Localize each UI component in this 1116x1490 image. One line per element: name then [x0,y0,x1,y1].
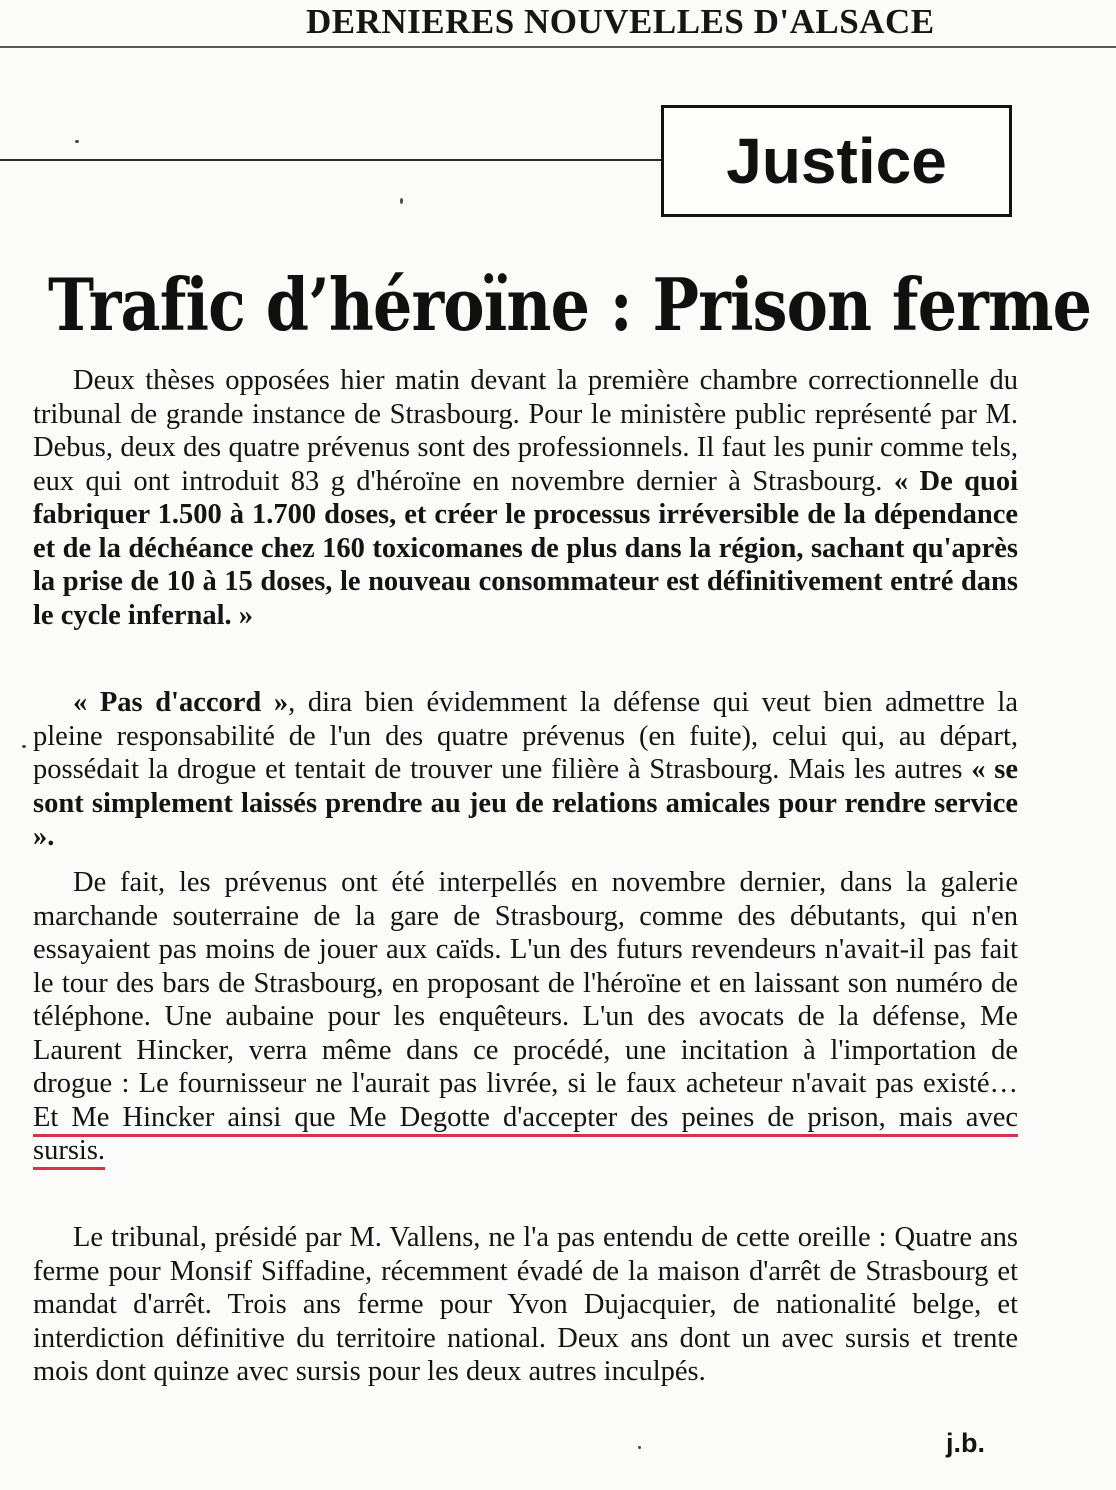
print-speck [400,198,403,204]
section-rubric-box [661,105,1012,217]
paragraph-2-quote-2: « se sont simplement laissés prendre au jeu de relations amicales pour rendre service ». [33,754,1018,852]
underlined-passage: Et Me Hincker ainsi que Me Degotte d'accepter des peines de prison, mais avec sursis. [33,1102,1018,1171]
article-headline: Trafic d’héroïne : Prison ferme [48,262,1092,347]
article-paragraph-1 [33,364,1018,632]
section-rubric-label: Justice [726,125,947,197]
paragraph-2-text: , dira bien évidemment la défense qui veut bien admettre la pleine responsabilité de l'un des quatre prévenus (en fuite), celui qui, au départ, possédait la drogue et tentait de trouver une filière à Strasbourg. Mais les autres [33,687,1018,785]
article-paragraph-3 [33,866,1018,1168]
author-signature: j.b. [946,1428,985,1458]
paragraph-4-text: Le tribunal, présidé par M. Vallens, ne l'a pas entendu de cette oreille : Quatre ans ferme pour Monsif Siffadine, récemment évadé de la maison d'arrêt de Strasbourg et mandat d'arrêt. Trois ans ferme pour Yvon Dujacquier, de nationalité belge, et interdiction définitive du territoire national. Deux ans dont un avec sursis et trente mois dont quinze avec sursis pour les deux autres inculpés. [33,1222,1018,1387]
print-speck [75,140,79,143]
paragraph-3-text: De fait, les prévenus ont été interpellés en novembre dernier, dans la galerie marchande souterraine de la gare de Strasbourg, comme des débutants, qui n'en essayaient pas moins de jouer aux caïds. L'un des futurs revendeurs n'avait-il pas fait le tour des bars de Strasbourg, en proposant de l'héroïne et en laissant son numéro de téléphone. Une aubaine pour les enquêteurs. L'un des avocats de la défense, Me Laurent Hincker, verra même dans ce procédé, une incitation à l'importation de drogue : Le fournisseur ne l'aurait pas livrée, si le faux acheteur n'avait pas existé… [33,867,1018,1099]
print-speck [638,1446,641,1449]
paragraph-1-text: Deux thèses opposées hier matin devant la première chambre correctionnelle du tribunal de grande instance de Strasbourg. Pour le ministère public représenté par M. Debus, deux des quatre prévenus sont des professionnels. Il faut les punir comme tels, eux qui ont introduit 83 g d'héroïne en novembre dernier à Strasbourg. [33,365,1018,497]
section-rule [0,159,663,161]
top-rule [0,46,1116,48]
print-speck [22,745,26,748]
article-paragraph-2 [33,686,1018,854]
newspaper-masthead: DERNIERES NOUVELLES D'ALSACE [306,2,935,41]
paragraph-2-quote-1: « Pas d'accord » [73,687,289,718]
paragraph-1-quote: « De quoi fabriquer 1.500 à 1.700 doses, et créer le processus irréversible de la dépendance et de la déchéance chez 160 toxicomanes de plus dans la région, sachant qu'après la prise de 10 à 15 doses, le nouveau consommateur est définitivement entré dans le cycle infernal. » [33,465,1018,631]
article-paragraph-4 [33,1221,1018,1389]
